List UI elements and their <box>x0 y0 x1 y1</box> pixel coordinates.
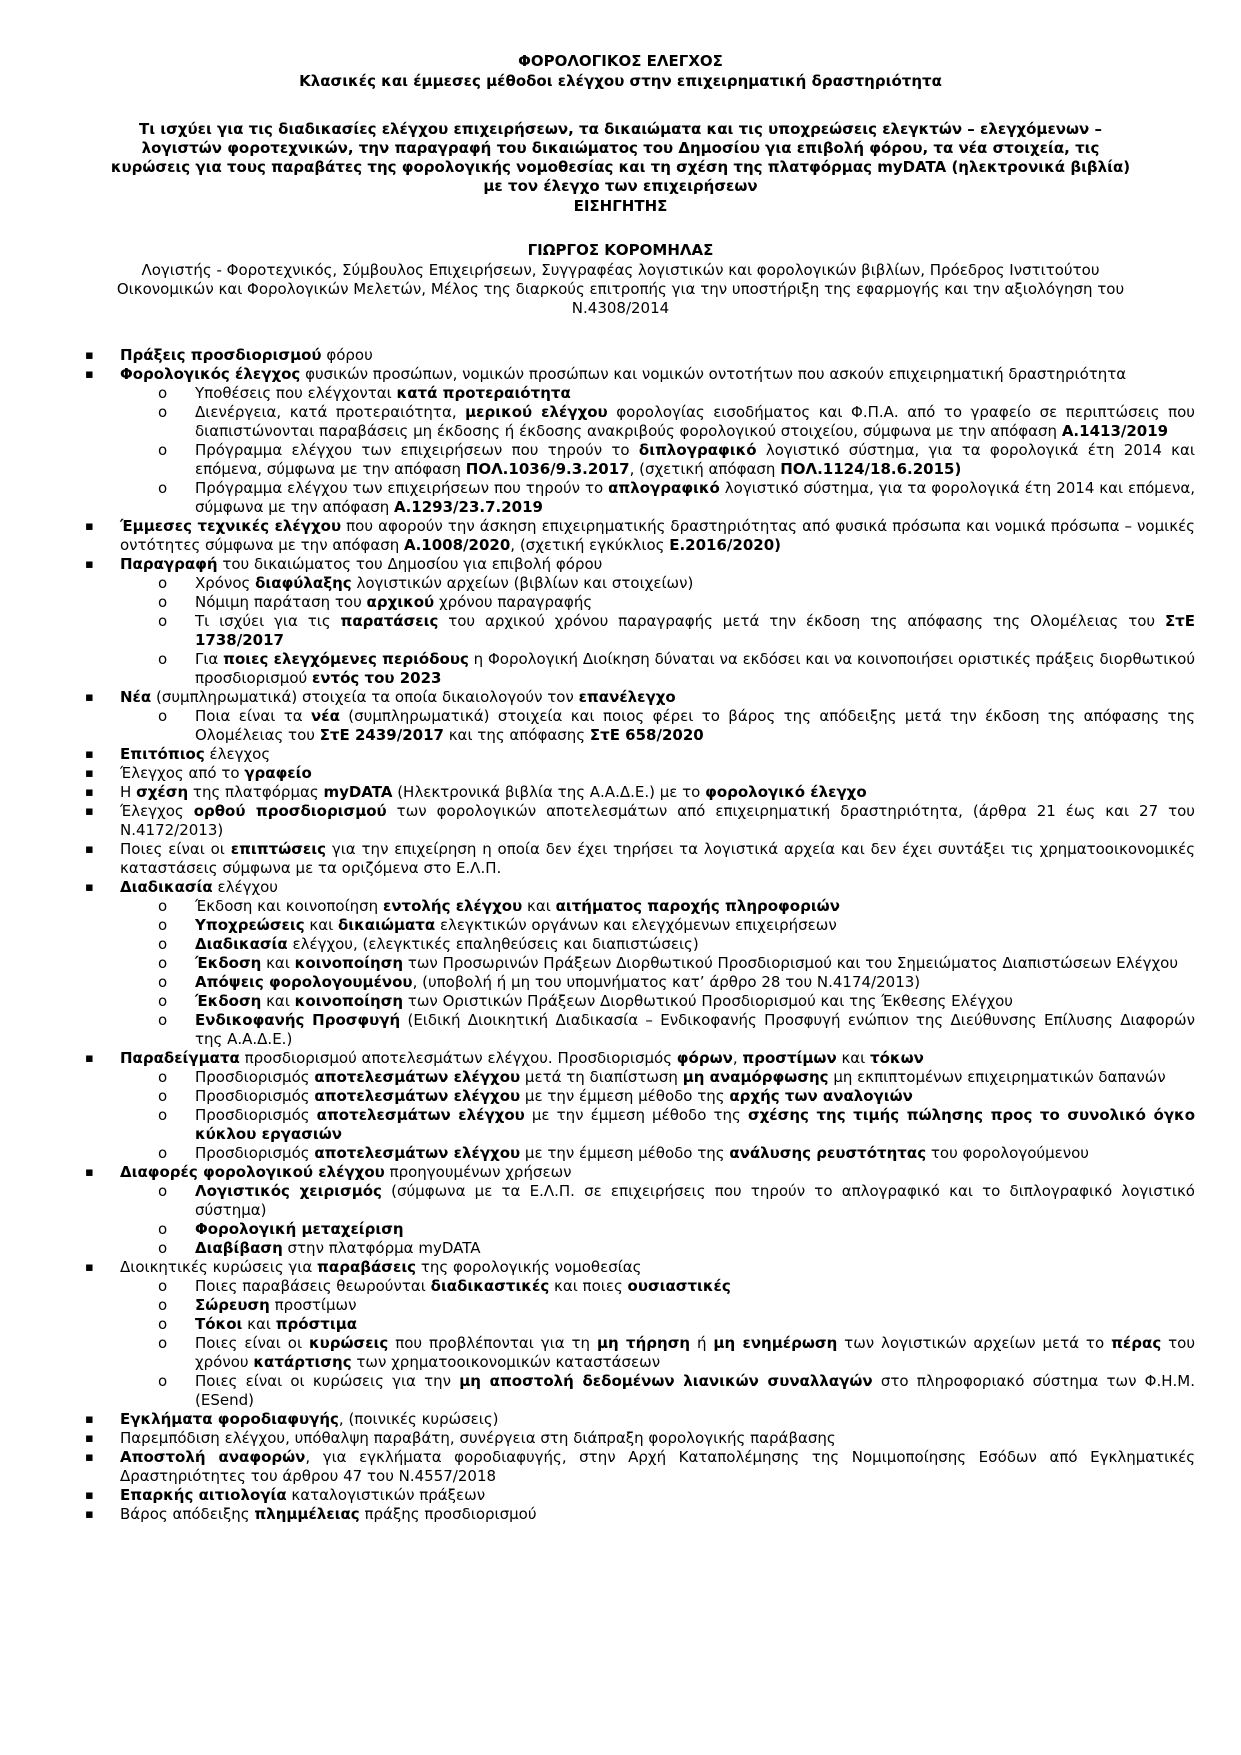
text: Έλεγχος <box>120 802 194 820</box>
text: και <box>304 916 338 934</box>
list-item <box>85 1448 1195 1486</box>
sub-list-item <box>85 441 1195 479</box>
text: και της απόφασης <box>443 726 590 744</box>
bold-text: Ε.2016/2020) <box>669 536 782 554</box>
text: έλεγχος <box>204 745 271 763</box>
bold-text: ουσιαστικές <box>627 1277 731 1295</box>
text: ελέγχου <box>212 878 278 896</box>
bold-text: ποιες ελεγχόμενες περιόδους <box>223 650 469 668</box>
bold-text: Εγκλήματα φοροδιαφυγής <box>120 1410 339 1428</box>
text: Για <box>195 650 224 668</box>
text: , για εγκλήματα φοροδιαφυγής, στην Αρχή Καταπολέμησης της Νομιμοποίησης Εσόδων από Εγκληματικές Δραστηριότητες του άρθρου 47 του Ν.4557/2018 <box>120 1448 1195 1485</box>
speaker-bio: Λογιστής - Φοροτεχνικός, Σύμβουλος Επιχειρήσεων, Συγγραφέας λογιστικών και φορολογικών βιβλίων, Πρόεδρος Ινστιτούτου Οικονομικών και Φορολογικών Μελετών, Μέλος της διαρκούς επιτροπής για την υποστήριξη της εφαρμογής και την αξιολόγηση του Ν.4308/2014 <box>116 261 1125 317</box>
bold-text: Έμμεσες τεχνικές ελέγχου <box>120 517 342 535</box>
bold-text: Λογιστικός χειρισμός <box>195 1182 382 1200</box>
bold-text: πέρας <box>1111 1334 1162 1352</box>
list-item <box>85 517 1195 555</box>
bold-text: Σώρευση <box>195 1296 270 1314</box>
text: ή <box>690 1334 714 1352</box>
text: (Ειδική Διοικητική Διαδικασία – Ενδικοφανής Προσφυγή ενώπιον της Διεύθυνσης Επίλυσης Διαφορών της Α.Α.Δ.Ε.) <box>195 1011 1195 1048</box>
text: Προσδιορισμός <box>195 1144 315 1162</box>
sub-list-item <box>85 574 1195 593</box>
bold-text: νέα <box>311 707 340 725</box>
text: του χρόνου <box>195 1334 1196 1371</box>
text: Ποιες είναι οι <box>195 1334 309 1352</box>
text: (Ηλεκτρονικά βιβλία της Α.Α.Δ.Ε.) με το <box>392 783 706 801</box>
bold-text: εντός του 2023 <box>311 669 442 687</box>
text: , <box>732 1049 743 1067</box>
text: Βάρος απόδειξης <box>120 1505 255 1523</box>
text: Προσδιορισμός <box>195 1087 315 1105</box>
text: του φορολογούμενου <box>926 1144 1089 1162</box>
bold-text: κατάρτισης <box>253 1353 352 1371</box>
list-item <box>85 365 1195 384</box>
bold-text: ΠΟΛ.1124/18.6.2015) <box>780 460 962 478</box>
sub-list-item <box>85 1315 1195 1334</box>
bold-text: επιπτώσεις <box>230 840 327 858</box>
speaker-heading: ΕΙΣΗΓΗΤΗΣ <box>573 197 668 215</box>
bold-text: κοινοποίηση <box>294 954 404 972</box>
bold-text: Φορολογική μεταχείριση <box>195 1220 404 1238</box>
bold-text: αποτελεσμάτων ελέγχου <box>316 1106 525 1124</box>
sub-list-item <box>85 1220 1195 1239</box>
text: (συμπληρωματικά) στοιχεία τα οποία δικαιολογούν τον <box>151 688 579 706</box>
text: των χρηματοοικονομικών καταστάσεων <box>351 1353 661 1371</box>
speaker-name: ΓΙΩΡΓΟΣ ΚΟΡΟΜΗΛΑΣ <box>527 241 714 259</box>
bold-text: μη ενημέρωση <box>713 1334 838 1352</box>
bold-text: myDATA <box>323 783 393 801</box>
text: Ποιες είναι οι κυρώσεις για την <box>195 1372 460 1390</box>
bold-text: διπλογραφικό <box>638 441 757 459</box>
sub-list-item <box>85 935 1195 954</box>
text: Χρόνος <box>195 574 256 592</box>
bold-text: κοινοποίηση <box>294 992 404 1010</box>
text: Η <box>120 783 137 801</box>
text: Παρεμπόδιση ελέγχου, υπόθαλψη παραβάτη, συνέργεια στη διάπραξη φορολογικής παράβασης <box>120 1429 836 1447</box>
bold-text: Φορολογικός έλεγχος <box>120 365 301 383</box>
bold-text: διαδικαστικές <box>430 1277 550 1295</box>
bold-text: αποτελεσμάτων ελέγχου <box>314 1087 521 1105</box>
bold-text: πρόστιμα <box>275 1315 358 1333</box>
bold-text: παραβάσεις <box>317 1258 417 1276</box>
bold-text: τόκων <box>870 1049 924 1067</box>
topic-list <box>85 346 1195 1524</box>
bold-text: ΣτΕ 2439/2017 <box>319 726 444 744</box>
text: και <box>836 1049 871 1067</box>
list-item <box>85 1505 1195 1524</box>
sub-list-item <box>85 973 1195 992</box>
sub-list-item <box>85 612 1195 650</box>
bold-text: Α.1413/2019 <box>1061 422 1169 440</box>
bold-text: μερικού ελέγχου <box>465 403 608 421</box>
bold-text: Νέα <box>120 688 152 706</box>
text: Ποιες παραβάσεις θεωρούνται <box>195 1277 431 1295</box>
text: Πρόγραμμα ελέγχου των επιχειρήσεων που τηρούν το <box>195 441 639 459</box>
text: που προβλέπονται για τη <box>388 1334 597 1352</box>
text: φόρου <box>321 346 373 364</box>
text: Ποιες είναι οι <box>120 840 231 858</box>
text: του αρχικού χρόνου παραγραφής μετά την έκδοση της απόφασης της Ολομέλειας του <box>438 612 1165 630</box>
text: Τι ισχύει για τις <box>195 612 341 630</box>
list-item <box>85 1410 1195 1429</box>
text: Πρόγραμμα ελέγχου των επιχειρήσεων που τηρούν το <box>195 479 609 497</box>
text: Νόμιμη παράταση του <box>195 593 367 611</box>
bold-text: δικαιώματα <box>337 916 436 934</box>
text: , (σχετική εγκύκλιος <box>510 536 670 554</box>
text: προηγουμένων χρήσεων <box>384 1163 572 1181</box>
list-item <box>85 1429 1195 1448</box>
bold-text: Τόκοι <box>195 1315 243 1333</box>
text: προσδιορισμού αποτελεσμάτων ελέγχου. Προσδιορισμός <box>239 1049 677 1067</box>
bold-text: Διαδικασία <box>120 878 213 896</box>
text: μη εκπιπτομένων επιχειρηματικών δαπανών <box>828 1068 1166 1086</box>
text: στην πλατφόρμα myDATA <box>282 1239 481 1257</box>
bold-text: μη τήρηση <box>596 1334 691 1352</box>
text: των Οριστικών Πράξεων Διορθωτικού Προσδιορισμού και της Έκθεσης Ελέγχου <box>403 992 1013 1010</box>
text: Διοικητικές κυρώσεις για <box>120 1258 318 1276</box>
bold-text: απλογραφικό <box>608 479 720 497</box>
sub-list-item <box>85 916 1195 935</box>
text: των φορολογικών αποτελεσμάτων από επιχειρηματική δραστηριότητα, (άρθρα 21 έως και 27 του Ν.4172/2013) <box>120 802 1195 839</box>
text: ελεγκτικών οργάνων και ελεγχόμενων επιχειρήσεων <box>435 916 837 934</box>
list-item <box>85 764 1195 783</box>
text: Προσδιορισμός <box>195 1106 317 1124</box>
text: λογιστικών αρχείων (βιβλίων και στοιχείων) <box>351 574 694 592</box>
text: Έκδοση και κοινοποίηση <box>195 897 383 915</box>
bold-text: αποτελεσμάτων ελέγχου <box>314 1068 521 1086</box>
bold-text: μη αναμόρφωσης <box>682 1068 829 1086</box>
text: στο πληροφοριακό σύστημα των Φ.Η.Μ. (ESend) <box>195 1372 1195 1409</box>
bold-text: σχέση <box>136 783 189 801</box>
sub-list-item <box>85 384 1195 403</box>
document-subtitle: Κλασικές και έμμεσες μέθοδοι ελέγχου στην επιχειρηματική δραστηριότητα <box>299 72 942 90</box>
text: χρόνου παραγραφής <box>434 593 593 611</box>
text: (σύμφωνα με τα Ε.Λ.Π. σε επιχειρήσεις που τηρούν το απλογραφικό και το διπλογραφικό λογιστικό σύστημα) <box>195 1182 1195 1219</box>
bold-text: Έκδοση <box>195 992 262 1010</box>
bold-text: ορθού προσδιορισμού <box>193 802 387 820</box>
bold-text: πλημμέλειας <box>254 1505 360 1523</box>
text: φυσικών προσώπων, νομικών προσώπων και νομικών οντοτήτων που ασκούν επιχειρηματική δραστηριότητα <box>300 365 1127 383</box>
bold-text: φόρων <box>676 1049 733 1067</box>
text: μετά τη διαπίστωση <box>520 1068 683 1086</box>
text: των Προσωρινών Πράξεων Διορθωτικού Προσδιορισμού και του Σημειώματος Διαπιστώσεων Ελέγχου <box>403 954 1179 972</box>
text: λογιστικό σύστημα, για τα φορολογικά έτη 2014 και επόμενα, σύμφωνα με την απόφαση <box>195 441 1195 478</box>
sub-list-item <box>85 1182 1195 1220</box>
sub-list-item <box>85 897 1195 916</box>
list-item <box>85 346 1195 365</box>
bold-text: Παραγραφή <box>120 555 218 573</box>
bold-text: Αποστολή αναφορών <box>120 1448 306 1466</box>
bold-text: Διαβίβαση <box>195 1239 283 1257</box>
bold-text: παρατάσεις <box>340 612 439 630</box>
list-item <box>85 802 1195 840</box>
bold-text: φορολογικό έλεγχο <box>705 783 867 801</box>
text: και <box>242 1315 276 1333</box>
bold-text: Παραδείγματα <box>120 1049 240 1067</box>
list-item <box>85 1486 1195 1505</box>
text: της πλατφόρμας <box>188 783 324 801</box>
bold-text: επανέλεγχο <box>578 688 676 706</box>
sub-list-item <box>85 1106 1195 1144</box>
list-item <box>85 878 1195 897</box>
bold-text: σχέσης της τιμής πώλησης προς το συνολικό όγκο κύκλου εργασιών <box>195 1106 1195 1143</box>
text: καταλογιστικών πράξεων <box>286 1486 486 1504</box>
text: πράξης προσδιορισμού <box>359 1505 537 1523</box>
text: των λογιστικών αρχείων μετά το <box>837 1334 1112 1352</box>
list-item <box>85 1163 1195 1182</box>
text: και <box>261 992 295 1010</box>
sub-list-item <box>85 707 1195 745</box>
bold-text: Ενδικοφανής Προσφυγή <box>195 1011 401 1029</box>
text: με την έμμεση μέθοδο της <box>520 1087 730 1105</box>
bold-text: κυρώσεις <box>308 1334 389 1352</box>
text: φορολογίας εισοδήματος και Φ.Π.Α. από το γραφείο σε περιπτώσεις που διαπιστώνονται παραβάσεις μη έκδοσης ή έκδοσης ανακριβούς φορολογικού στοιχείου, σύμφωνα με την απόφαση <box>195 403 1195 440</box>
bold-text: αρχής των αναλογιών <box>729 1087 913 1105</box>
sub-list-item <box>85 992 1195 1011</box>
text: Διενέργεια, κατά προτεραιότητα, <box>195 403 466 421</box>
sub-list-item <box>85 1144 1195 1163</box>
document-title: ΦΟΡΟΛΟΓΙΚΟΣ ΕΛΕΓΧΟΣ <box>518 52 723 70</box>
bold-text: Α.1008/2020 <box>404 536 511 554</box>
sub-list-item <box>85 403 1195 441</box>
sub-list-item <box>85 1239 1195 1258</box>
text: και <box>522 897 556 915</box>
bold-text: κατά προτεραιότητα <box>396 384 571 402</box>
bold-text: γραφείο <box>244 764 312 782</box>
text: Υποθέσεις που ελέγχονται <box>195 384 397 402</box>
bold-text: Υποχρεώσεις <box>195 916 305 934</box>
sub-list-item <box>85 1087 1195 1106</box>
text: και <box>261 954 295 972</box>
text: , (σχετική απόφαση <box>629 460 781 478</box>
list-item <box>85 555 1195 574</box>
sub-list-item <box>85 1011 1195 1049</box>
sub-list-item <box>85 1296 1195 1315</box>
bold-text: προστίμων <box>742 1049 837 1067</box>
intro-paragraph: Τι ισχύει για τις διαδικασίες ελέγχου επιχειρήσεων, τα δικαιώματα και τις υποχρεώσεις ελεγκτών – ελεγχόμενων – λογιστών φοροτεχνικών, την παραγραφή του δικαιώματος του Δημοσίου για επιβολή φόρου, τα νέα στοιχεία, τις κυρώσεις για τους παραβάτες της φορολογικής νομοθεσίας και τη σχέση της πλατφόρμας myDATA (ηλεκτρονικά βιβλία) με τον έλεγχο των επιχειρήσεων <box>110 120 1131 195</box>
bold-text: αποτελεσμάτων ελέγχου <box>314 1144 521 1162</box>
sub-list-item <box>85 650 1195 688</box>
list-item <box>85 840 1195 878</box>
list-item <box>85 1258 1195 1277</box>
text: Προσδιορισμός <box>195 1068 315 1086</box>
text: με την έμμεση μέθοδο της <box>524 1106 748 1124</box>
bold-text: αρχικού <box>366 593 435 611</box>
bold-text: εντολής ελέγχου <box>382 897 523 915</box>
bold-text: Διαφορές φορολογικού ελέγχου <box>120 1163 385 1181</box>
text: ελέγχου, (ελεγκτικές επαληθεύσεις και διαπιστώσεις) <box>287 935 699 953</box>
text: για την επιχείρηση η οποία δεν έχει τηρήσει τα λογιστικά αρχεία και δεν έχει συντάξει τις χρηματοοικονομικές καταστάσεις σύμφωνα με τα οριζόμενα στο Ε.Λ.Π. <box>120 840 1195 877</box>
text: του δικαιώματος του Δημοσίου για επιβολή φόρου <box>217 555 603 573</box>
bold-text: Πράξεις προσδιορισμού <box>120 346 322 364</box>
bold-text: ανάλυσης ρευστότητας <box>729 1144 927 1162</box>
text: η Φορολογική Διοίκηση δύναται να εκδόσει και να κοινοποιήσει οριστικές πράξεις διορθωτικού προσδιορισμού <box>195 650 1196 687</box>
sub-list-item <box>85 479 1195 517</box>
bold-text: διαφύλαξης <box>255 574 352 592</box>
text: , (υποβολή ή μη του υπομνήματος κατ’ άρθρο 28 του Ν.4174/2013) <box>412 973 921 991</box>
sub-list-item <box>85 593 1195 612</box>
text: Ποια είναι τα <box>195 707 312 725</box>
list-item <box>85 688 1195 707</box>
bold-text: ΠΟΛ.1036/9.3.2017 <box>465 460 630 478</box>
list-item <box>85 1049 1195 1068</box>
text: και ποιες <box>549 1277 628 1295</box>
sub-list-item <box>85 1068 1195 1087</box>
text: (συμπληρωματικά) στοιχεία και ποιος φέρει το βάρος της απόδειξης μετά την έκδοση της απόφασης της Ολομέλειας του <box>195 707 1195 744</box>
text: της φορολογικής νομοθεσίας <box>416 1258 642 1276</box>
bold-text: αιτήματος παροχής πληροφοριών <box>555 897 840 915</box>
text: προστίμων <box>269 1296 357 1314</box>
sub-list-item <box>85 1277 1195 1296</box>
bold-text: ΣτΕ 1738/2017 <box>195 612 1196 649</box>
text: , (ποινικές κυρώσεις) <box>338 1410 499 1428</box>
bold-text: Διαδικασία <box>195 935 288 953</box>
bold-text: Α.1293/23.7.2019 <box>393 498 543 516</box>
text: με την έμμεση μέθοδο της <box>520 1144 730 1162</box>
sub-list-item <box>85 954 1195 973</box>
list-item <box>85 745 1195 764</box>
bold-text: Απόψεις φορολογουμένου <box>195 973 413 991</box>
list-item <box>85 783 1195 802</box>
text: Έλεγχος από το <box>120 764 245 782</box>
text: λογιστικό σύστημα, για τα φορολογικά έτη 2014 και επόμενα, σύμφωνα με την απόφαση <box>195 479 1195 516</box>
bold-text: Έκδοση <box>195 954 262 972</box>
bold-text: ΣτΕ 658/2020 <box>589 726 704 744</box>
sub-list-item <box>85 1372 1195 1410</box>
bold-text: Επιτόπιος <box>120 745 205 763</box>
bold-text: μη αποστολή δεδομένων λιανικών συναλλαγών <box>459 1372 873 1390</box>
sub-list-item <box>85 1334 1195 1372</box>
bold-text: Επαρκής αιτιολογία <box>120 1486 287 1504</box>
text: που αφορούν την άσκηση επιχειρηματικής δραστηριότητας από φυσικά πρόσωπα και νομικά πρόσωπα – νομικές οντότητες σύμφωνα με την απόφαση <box>120 517 1195 554</box>
